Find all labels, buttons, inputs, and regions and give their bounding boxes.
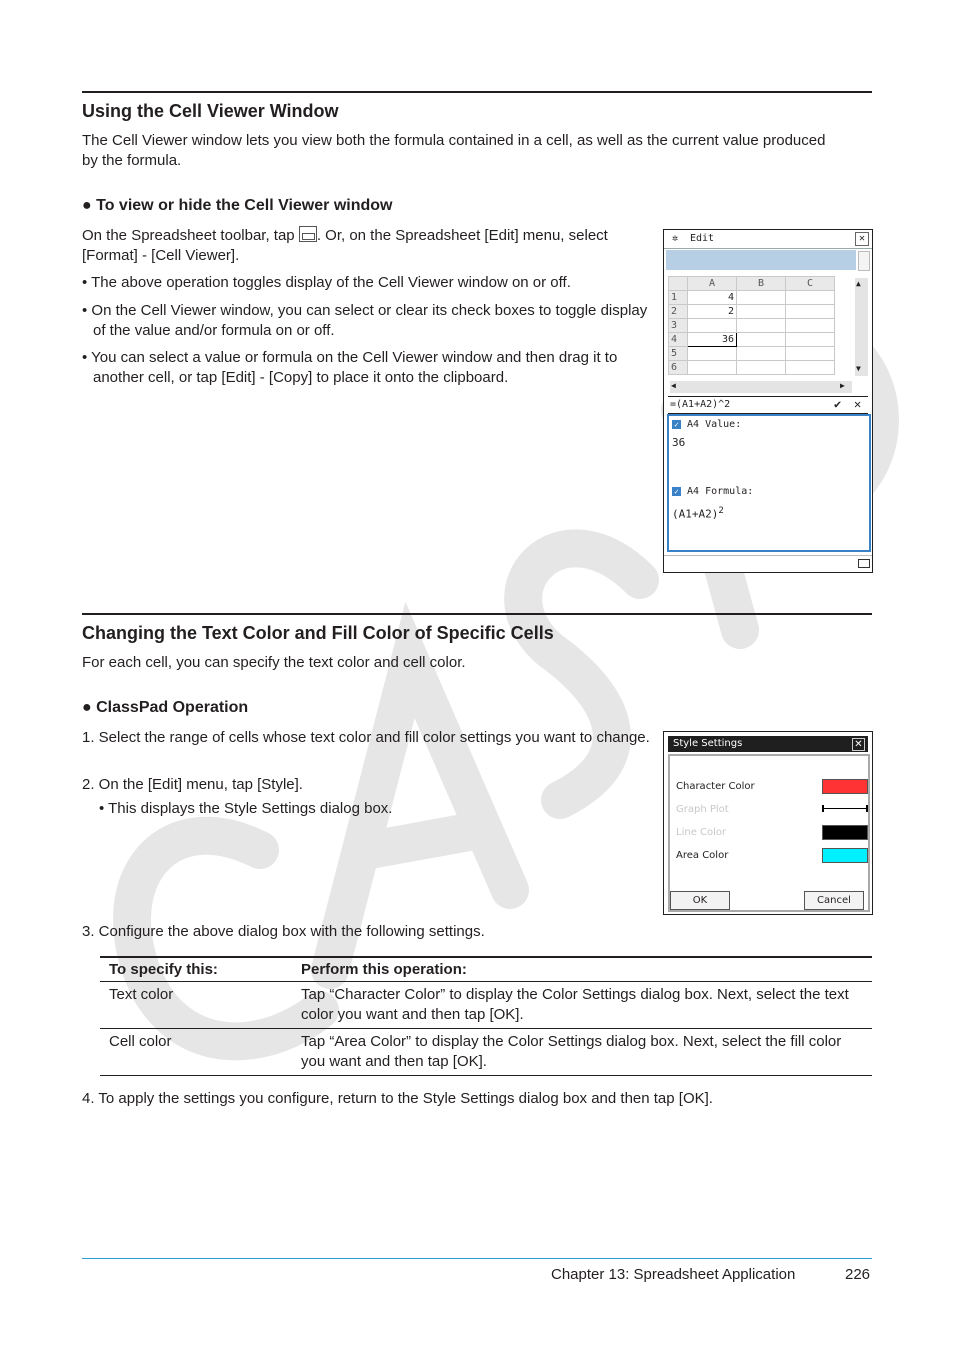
- value-label: A4 Value:: [687, 419, 742, 430]
- cell[interactable]: [737, 319, 786, 333]
- step-2-bullet: • This displays the Style Settings dialog box.: [99, 800, 393, 817]
- formula-label: A4 Formula:: [687, 486, 754, 497]
- row-header[interactable]: 5: [669, 347, 688, 361]
- cell-formula[interactable]: $(A1+A2)^2$: [672, 506, 724, 521]
- cell-viewer-window: [667, 414, 871, 552]
- cell[interactable]: 4: [688, 291, 737, 305]
- scroll-down-icon[interactable]: ▼: [856, 364, 861, 373]
- close-icon[interactable]: ✕: [855, 232, 869, 246]
- cell[interactable]: [786, 333, 835, 347]
- toolbar-scroll[interactable]: [858, 251, 870, 271]
- row-header[interactable]: 2: [669, 305, 688, 319]
- bullet-item: • The above operation toggles display of the Cell Viewer window on or off.: [82, 274, 571, 291]
- section-heading: Using the Cell Viewer Window: [82, 101, 339, 121]
- toolbar: [666, 250, 856, 270]
- cancel-button[interactable]: Cancel: [804, 891, 864, 910]
- horizontal-scrollbar[interactable]: [670, 381, 852, 393]
- style-settings-dialog: [663, 731, 873, 915]
- chapter-title: Chapter 13: Spreadsheet Application: [551, 1266, 796, 1283]
- subheading: ● ClassPad Operation: [82, 699, 249, 716]
- character-color-swatch[interactable]: [822, 779, 868, 794]
- section-intro: For each cell, you can specify the text color and cell color.: [82, 654, 466, 671]
- table-cell: Cell color: [100, 1029, 292, 1076]
- scroll-up-icon[interactable]: ▲: [856, 279, 861, 288]
- cell[interactable]: [786, 305, 835, 319]
- gear-icon: ✲: [672, 233, 679, 244]
- formula-input[interactable]: =(A1+A2)^2: [670, 399, 731, 410]
- step-3: 3. Configure the above dialog box with the following settings.: [82, 923, 485, 940]
- page-number: 226: [845, 1266, 871, 1283]
- dialog-title: Style Settings: [673, 738, 743, 749]
- graph-plot-swatch: [822, 802, 868, 815]
- step-2: 2. On the [Edit] menu, tap [Style].: [82, 776, 303, 793]
- status-bar: [664, 555, 872, 572]
- selected-cell[interactable]: 36: [688, 333, 737, 347]
- bullet-item: • On the Cell Viewer window, you can select or clear its check boxes to toggle display of the value and/or formula on or off.: [82, 302, 648, 339]
- battery-icon: [858, 559, 870, 568]
- row-header[interactable]: 4: [669, 333, 688, 347]
- graph-plot-label: Graph Plot: [676, 804, 729, 815]
- row-header[interactable]: 3: [669, 319, 688, 333]
- cell[interactable]: [737, 333, 786, 347]
- cell[interactable]: [786, 291, 835, 305]
- table-cell: Tap “Character Color” to display the Color Settings dialog box. Next, select the text color you want and then tap [OK].: [292, 982, 872, 1029]
- section-intro: The Cell Viewer window lets you view both the formula contained in a cell, as well as the current value produced by the formula.: [82, 132, 826, 169]
- cell[interactable]: [786, 361, 835, 375]
- edit-menu[interactable]: Edit: [690, 233, 715, 244]
- table-row: [100, 982, 872, 1029]
- cell[interactable]: 2: [688, 305, 737, 319]
- dialog-body: [668, 754, 870, 912]
- dialog-title-bar: [668, 736, 868, 752]
- cell[interactable]: [786, 319, 835, 333]
- scroll-left-icon[interactable]: ◀: [671, 381, 676, 390]
- cell[interactable]: [737, 291, 786, 305]
- cell-value[interactable]: 36: [672, 436, 686, 449]
- vertical-scrollbar[interactable]: [855, 278, 868, 376]
- cell-viewer-toolbar-icon: [299, 226, 317, 242]
- cell[interactable]: [688, 361, 737, 375]
- table-cell: Tap “Area Color” to display the Color Settings dialog box. Next, select the fill color you want and then tap [OK].: [292, 1029, 872, 1076]
- subheading: ● To view or hide the Cell Viewer window: [82, 197, 393, 214]
- table-header: Perform this operation:: [292, 957, 872, 982]
- bullet-item: • You can select a value or formula on the Cell Viewer window and then drag it to another cell, or tap [Edit] - [Copy] to place it onto the clipboard.: [82, 349, 618, 386]
- column-header[interactable]: C: [786, 277, 835, 291]
- bullet-icon: ●: [82, 699, 92, 716]
- cell[interactable]: [737, 305, 786, 319]
- cell[interactable]: [688, 347, 737, 361]
- bullet-icon: ●: [82, 197, 92, 214]
- step-1: 1. Select the range of cells whose text color and fill color settings you want to change.: [82, 729, 650, 746]
- row-header[interactable]: 1: [669, 291, 688, 305]
- column-header[interactable]: A: [688, 277, 737, 291]
- ok-button[interactable]: OK: [670, 891, 730, 910]
- formula-bar: [668, 396, 868, 414]
- area-color-swatch[interactable]: [822, 848, 868, 863]
- checkbox-checked-icon[interactable]: ✓: [672, 487, 681, 496]
- value-toggle[interactable]: [672, 419, 741, 430]
- footer-rule: [82, 1258, 872, 1259]
- row-header[interactable]: 6: [669, 361, 688, 375]
- cell-viewer-screenshot: [663, 229, 873, 573]
- table-cell: Text color: [100, 982, 292, 1029]
- spreadsheet-grid: [668, 276, 835, 375]
- step-4: 4. To apply the settings you configure, return to the Style Settings dialog box and then tap [OK].: [82, 1090, 713, 1107]
- table-row: [100, 1029, 872, 1076]
- section-rule: [82, 613, 872, 615]
- check-icon[interactable]: ✔: [834, 397, 842, 411]
- character-color-label[interactable]: Character Color: [676, 781, 755, 792]
- table-header: To specify this:: [100, 957, 292, 982]
- column-header[interactable]: B: [737, 277, 786, 291]
- cell[interactable]: [688, 319, 737, 333]
- scroll-right-icon[interactable]: ▶: [840, 381, 845, 390]
- cancel-icon[interactable]: ✕: [854, 397, 862, 411]
- cell[interactable]: [737, 347, 786, 361]
- area-color-label[interactable]: Area Color: [676, 850, 729, 861]
- section-rule: [82, 91, 872, 93]
- settings-table: [100, 956, 872, 1076]
- formula-toggle[interactable]: [672, 486, 753, 497]
- menu-bar: [664, 230, 872, 249]
- instruction-paragraph: On the Spreadsheet toolbar, tap . Or, on the Spreadsheet [Edit] menu, select [Format] - [Cell Viewer].: [82, 227, 608, 264]
- cell[interactable]: [737, 361, 786, 375]
- close-icon[interactable]: ✕: [852, 738, 865, 751]
- cell[interactable]: [786, 347, 835, 361]
- line-color-label: Line Color: [676, 827, 727, 838]
- line-color-swatch: [822, 825, 868, 840]
- checkbox-checked-icon[interactable]: ✓: [672, 420, 681, 429]
- section-heading: Changing the Text Color and Fill Color of Specific Cells: [82, 623, 554, 643]
